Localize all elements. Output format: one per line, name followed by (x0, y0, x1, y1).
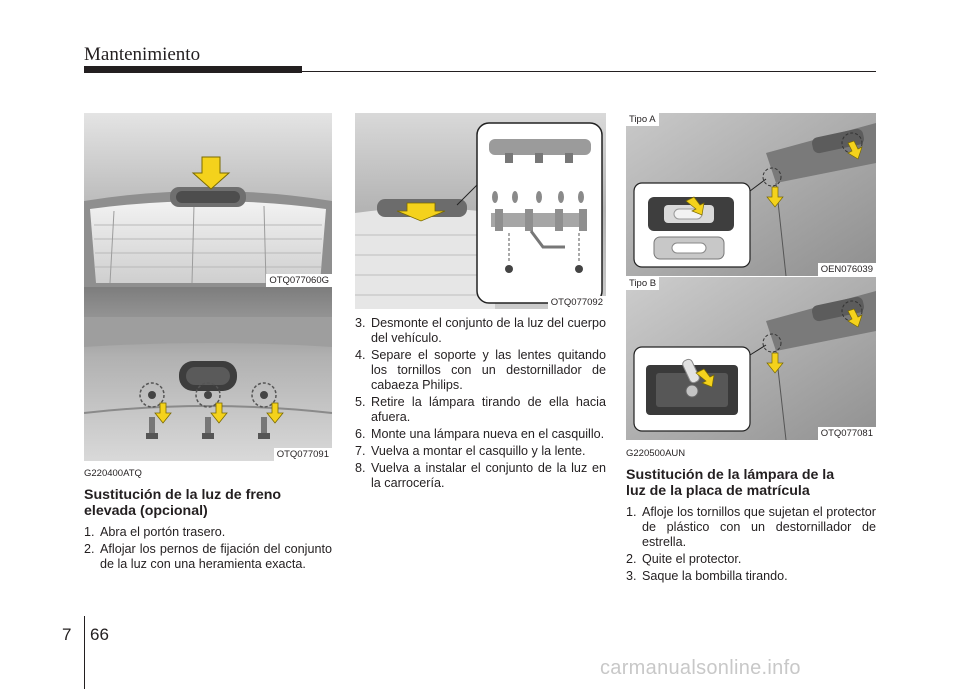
section-heading (84, 487, 332, 519)
step-number: 1. (84, 525, 95, 539)
step-number: 5. (355, 395, 366, 409)
figure-label: OTQ077081 (818, 427, 876, 440)
steps-list (626, 505, 876, 584)
step-number: 1. (626, 505, 637, 519)
watermark: carmanualsonline.info (600, 657, 801, 679)
step-item (84, 525, 332, 540)
section-code: G220500AUN (626, 448, 686, 459)
step-item (626, 505, 876, 550)
step-text: Abra el portón trasero. (100, 525, 226, 539)
assembly-illustration (355, 113, 606, 309)
steps-list (84, 525, 332, 572)
step-item (355, 427, 606, 442)
step-text: Retire la lámpara tirando de ella hacia afuera. (371, 395, 606, 424)
page-number: 66 (90, 625, 109, 644)
heading-line: luz de la placa de matrícula (626, 483, 810, 499)
step-number: 4. (355, 348, 366, 362)
step-number: 2. (84, 542, 95, 556)
section-brake-light-steps (355, 316, 606, 493)
heading-line: Sustitución de la luz de freno (84, 487, 282, 503)
header-title: Mantenimiento (84, 44, 201, 65)
heading-line: Sustitución de la lámpara de la (626, 467, 835, 483)
figure-tailgate-brake-light (84, 113, 332, 287)
figure-label: OTQ077092 (548, 296, 606, 309)
step-item (355, 395, 606, 425)
step-number: 3. (355, 316, 366, 330)
step-item (626, 552, 876, 567)
figure-label: OEN076039 (818, 263, 876, 276)
step-item (355, 316, 606, 346)
step-number: 2. (626, 552, 637, 566)
section-license-plate-light (626, 446, 876, 586)
type-label-a: Tipo A (626, 113, 659, 126)
section-high-brake-light (84, 466, 332, 574)
figure-tailgate-bolts (84, 287, 332, 461)
step-text: Monte una lámpara nueva en el casquillo. (371, 427, 605, 441)
step-text: Desmonte el conjunto de la luz del cuerpo del vehículo. (371, 316, 606, 345)
step-text: Vuelva a instalar el conjunto de la luz en la carrocería. (371, 461, 606, 490)
chapter-number: 7 (62, 625, 72, 644)
section-code: G220400ATQ (84, 468, 142, 479)
step-number: 7. (355, 444, 366, 458)
step-text: Afloje los tornillos que sujetan el protector de plástico con un destornillador de estrella. (642, 505, 876, 549)
step-item (355, 444, 606, 459)
step-item (355, 461, 606, 491)
type-label-b: Tipo B (626, 277, 659, 290)
step-text: Saque la bombilla tirando. (642, 569, 788, 583)
license-light-a-illustration (626, 113, 876, 276)
step-item (626, 569, 876, 584)
header-rule (84, 71, 876, 72)
step-number: 8. (355, 461, 366, 475)
step-text: Separe el soporte y las lentes quitando los tornillos con un destornillador de cabaeza Philips. (371, 348, 606, 392)
step-item (355, 348, 606, 393)
step-item (84, 542, 332, 572)
step-text: Vuelva a montar el casquillo y la lente. (371, 444, 586, 458)
bolts-illustration (84, 287, 332, 461)
license-light-b-illustration (626, 277, 876, 440)
figure-label: OTQ077091 (274, 448, 332, 461)
step-text: Aflojar los pernos de fijación del conjunto de la luz con una heramienta exacta. (100, 542, 332, 571)
section-heading (626, 467, 876, 499)
figure-license-light-type-b (626, 277, 876, 440)
step-number: 6. (355, 427, 366, 441)
figure-license-light-type-a (626, 113, 876, 276)
steps-list (355, 316, 606, 491)
step-text: Quite el protector. (642, 552, 742, 566)
tailgate-illustration (84, 113, 332, 287)
heading-line: elevada (opcional) (84, 503, 208, 519)
figure-light-assembly (355, 113, 606, 309)
figure-label: OTQ077060G (266, 274, 332, 287)
footer-rule (84, 616, 85, 689)
step-number: 3. (626, 569, 637, 583)
